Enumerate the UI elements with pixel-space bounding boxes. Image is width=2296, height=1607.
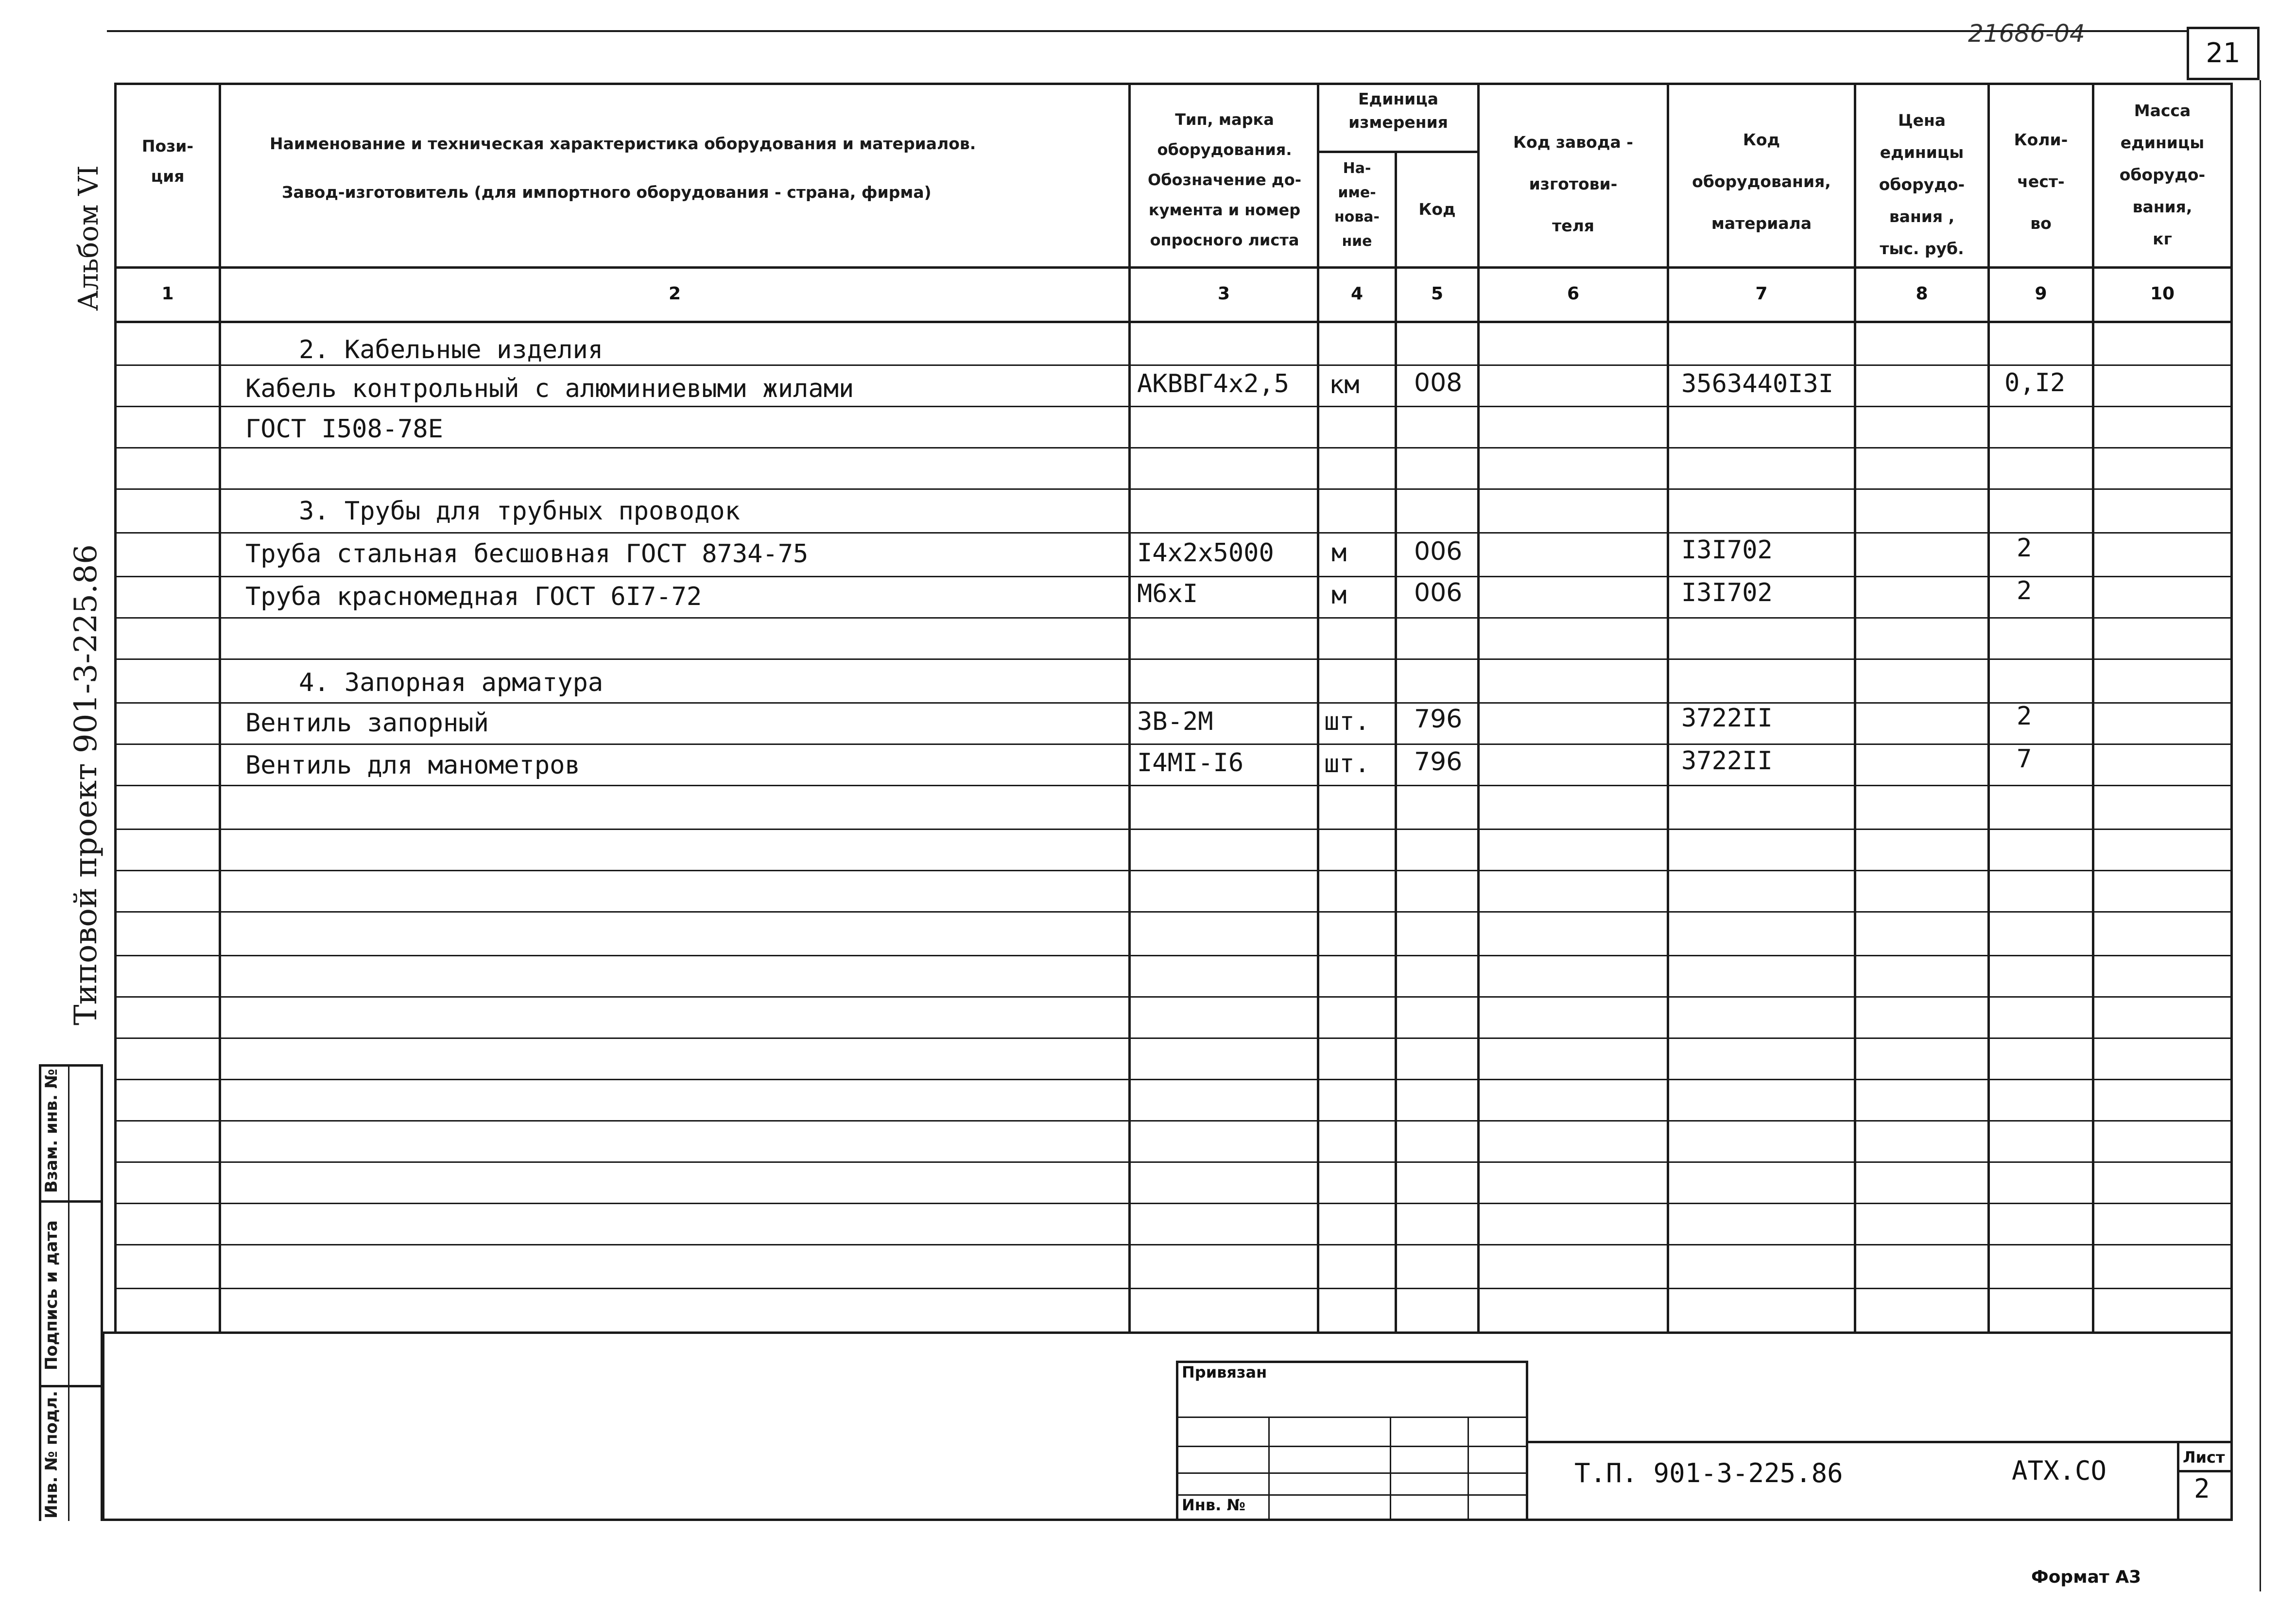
footer-bottom-edge [102, 1519, 2233, 1521]
table-row-unit: шт. [1324, 749, 1370, 778]
table-row-unit-code: 796 [1414, 705, 1463, 734]
header-quantity: Коли- чест- во [2014, 130, 2068, 233]
table-row-type: M6xI [1137, 579, 1198, 608]
header-name-line2: Завод-изготовитель (для импортного оборудования - страна, фирма) [282, 183, 932, 202]
colnum-1: 1 [161, 284, 174, 304]
colnum-6: 6 [1567, 284, 1580, 304]
table-row-equip-code: I3I702 [1681, 578, 1773, 607]
colnum-10: 10 [2150, 284, 2175, 304]
table-row-name: ГОСТ I508-78Е [245, 415, 443, 444]
footer-left-edge [102, 1331, 104, 1521]
table-row-equip-code: I3I702 [1681, 536, 1773, 565]
project-label: Типовой проект 901-3-225.86 [68, 544, 104, 1025]
doc-code: Т.П. 901-3-225.86 [1574, 1458, 1843, 1488]
stamp-label-replaced-inv: Взам. инв. № [42, 1069, 61, 1193]
table-row-equip-code: 3722II [1681, 746, 1773, 776]
format-label: Формат А3 [2031, 1567, 2141, 1587]
table-row-unit: м [1331, 581, 1347, 610]
header-name-line1: Наименование и техническая характеристика оборудования и материалов. [270, 134, 976, 153]
footer-right-edge [2230, 1331, 2233, 1521]
inventory-number-label: Инв. № [1182, 1496, 1245, 1514]
top-code: 21686-04 [1968, 19, 2085, 48]
stamp-label-inv-original: Инв. № подл. [42, 1390, 61, 1519]
header-plant-code: Код завода - изготови- теля [1513, 133, 1633, 235]
table-row-unit-code: 006 [1414, 537, 1463, 566]
table-row-qty: 0,I2 [2004, 368, 2066, 397]
table-row-qty: 2 [2017, 534, 2032, 563]
table-row-unit-code: 008 [1414, 368, 1463, 397]
section-valves: 4. Запорная арматура [299, 668, 604, 697]
colnum-8: 8 [1916, 284, 1928, 304]
table-row-unit-code: 006 [1414, 578, 1463, 607]
colnum-3: 3 [1217, 284, 1230, 304]
colnum-2: 2 [668, 284, 681, 304]
sheet-label: Лист [2183, 1448, 2225, 1467]
header-mass: Масса единицы оборудо- вания, кг [2119, 101, 2206, 248]
header-position: Пози- ция [141, 137, 194, 186]
album-label: Альбом VI [73, 165, 104, 311]
colnum-9: 9 [2035, 284, 2047, 304]
table-row-qty: 2 [2017, 576, 2032, 605]
colnum-5: 5 [1431, 284, 1444, 304]
table-row-name: Труба стальная бесшовная ГОСТ 8734-75 [245, 539, 809, 569]
header-price: Цена единицы оборудо- вания , тыс. руб. [1879, 111, 1965, 258]
table-row-type: I4MI-I6 [1137, 748, 1244, 778]
table-row-unit: км [1329, 370, 1360, 399]
header-unit-code: Код [1418, 200, 1456, 219]
table-row-name: Вентиль для манометров [245, 751, 580, 780]
colnum-7: 7 [1755, 284, 1768, 304]
side-stamp-left [39, 1064, 41, 1521]
table-row-qty: 2 [2017, 702, 2032, 731]
page-number-box [2187, 27, 2260, 80]
section-cables: 2. Кабельные изделия [299, 335, 604, 364]
doc-code-rule [1526, 1441, 2233, 1443]
table-row-type: 3В-2М [1137, 707, 1213, 736]
table-row-qty: 7 [2017, 744, 2032, 774]
table-row-unit: м [1331, 538, 1347, 568]
table-row-type: АКВВГ4х2,5 [1137, 369, 1290, 398]
table-row-type: I4x2x5000 [1137, 538, 1274, 568]
table-row-name: Кабель контрольный с алюминиевыми жилами [245, 374, 854, 403]
header-unit-name: На- име- нова- ние [1334, 160, 1380, 250]
table-row-equip-code: 3563440I3I [1681, 369, 1834, 398]
table-row-name: Труба красномедная ГОСТ 6I7-72 [245, 582, 702, 611]
table-row-equip-code: 3722II [1681, 704, 1773, 733]
colnum-4: 4 [1350, 284, 1364, 304]
table-row-unit-code: 796 [1414, 747, 1463, 777]
header-type: Тип, марка оборудования. Обозначение до- кумента и номер опросного листа [1148, 110, 1301, 249]
right-trim-line [2260, 80, 2261, 1591]
table-row-unit: шт. [1324, 707, 1370, 736]
sheet-number: 2 [2194, 1473, 2210, 1504]
doc-mark: АТХ.СО [2012, 1455, 2107, 1486]
stamp-label-signature-date: Подпись и дата [42, 1220, 61, 1370]
page-number: 21 [2206, 37, 2241, 69]
header-equipment-code: Код оборудования, материала [1692, 130, 1831, 233]
table-row-name: Вентиль запорный [245, 708, 489, 738]
header-unit-group: Единица измерения [1348, 89, 1448, 132]
top-rule [107, 30, 2187, 32]
binding-stamp-label: Привязан [1182, 1363, 1267, 1382]
section-pipes: 3. Трубы для трубных проводок [299, 497, 740, 526]
